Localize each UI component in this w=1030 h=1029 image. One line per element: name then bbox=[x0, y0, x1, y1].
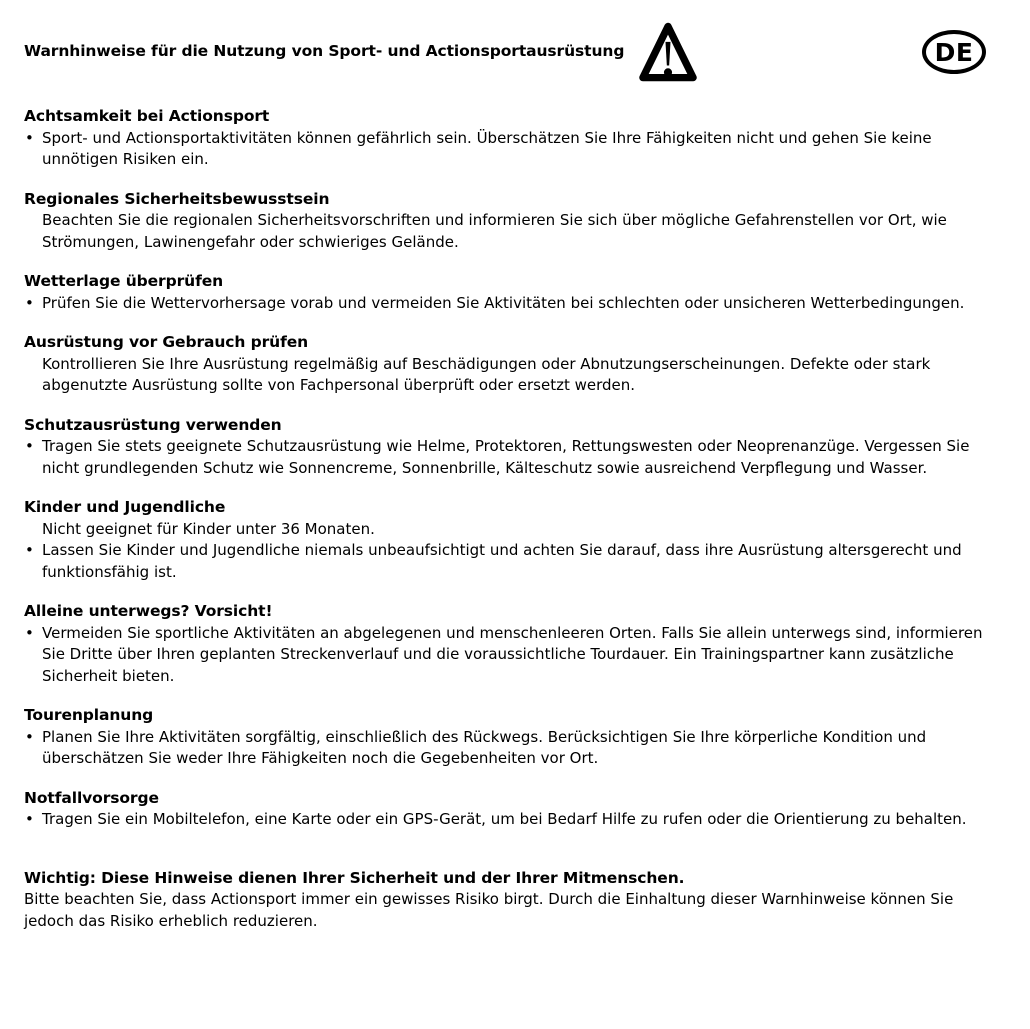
section-items bbox=[24, 809, 1006, 831]
language-badge: DE bbox=[922, 30, 986, 74]
section bbox=[24, 332, 1006, 397]
section bbox=[24, 106, 1006, 171]
section-heading: Schutzausrüstung verwenden bbox=[24, 415, 282, 434]
section-paragraph bbox=[24, 519, 1006, 541]
footer-emphasis: Wichtig: Diese Hinweise dienen Ihrer Sicherheit und der Ihrer Mitmenschen. bbox=[24, 868, 685, 887]
paragraph-text: Planen Sie Ihre Aktivitäten sorgfältig, einschließlich des Rückwegs. Berücksichtigen Sie Ihre körperliche Kondition und überschätzen Sie weder Ihre Fähigkeiten noch die Gegebenheiten vor Ort. bbox=[42, 727, 927, 767]
section-heading: Tourenplanung bbox=[24, 706, 154, 724]
warning-triangle-icon bbox=[639, 21, 697, 84]
header bbox=[24, 20, 1006, 84]
sections bbox=[24, 106, 1006, 831]
section-items bbox=[24, 210, 1006, 253]
section-heading: Ausrüstung vor Gebrauch prüfen bbox=[24, 333, 309, 351]
section-paragraph bbox=[24, 540, 1006, 583]
paragraph-text: Lassen Sie Kinder und Jugendliche niemals unbeaufsichtigt und achten Sie darauf, dass ihre Ausrüstung altersgerecht und funktionsfähig ist. bbox=[42, 541, 962, 581]
section-heading: Kinder und Jugendliche bbox=[24, 498, 226, 516]
bullet-icon: • bbox=[25, 541, 34, 559]
section bbox=[24, 601, 1006, 687]
paragraph-text: Tragen Sie stets geeignete Schutzausrüstung wie Helme, Protektoren, Rettungswesten oder Neoprenanzüge. Vergessen Sie nicht grundlegenden Schutz wie Sonnencreme, Sonnenbrille, Kälteschutz sowie ausreichend Verpflegung und Wasser. bbox=[42, 437, 970, 477]
section bbox=[24, 415, 1006, 480]
section-paragraph bbox=[24, 623, 1006, 688]
paragraph-text: Beachten Sie die regionalen Sicherheitsvorschriften und informieren Sie sich über mögliche Gefahrenstellen vor Ort, wie Strömungen, Lawinengefahr oder schwieriges Gelände. bbox=[42, 211, 947, 251]
paragraph-text: Sport- und Actionsportaktivitäten können gefährlich sein. Überschätzen Sie Ihre Fähigkeiten nicht und gehen Sie keine unnötigen Risiken ein. bbox=[42, 128, 932, 168]
paragraph-text: Prüfen Sie die Wettervorhersage vorab und vermeiden Sie Aktivitäten bei schlechten oder unsicheren Wetterbedingungen. bbox=[42, 293, 965, 312]
paragraph-text: Kontrollieren Sie Ihre Ausrüstung regelmäßig auf Beschädigungen oder Abnutzungserscheinungen. Defekte oder stark abgenutzte Ausrüstung sollte von Fachpersonal überprüft oder ersetzt werden. bbox=[42, 354, 931, 394]
section-heading: Notfallvorsorge bbox=[24, 788, 159, 807]
section-items bbox=[24, 354, 1006, 397]
section-paragraph bbox=[24, 128, 1006, 171]
page-title: Warnhinweise für die Nutzung von Sport- und Actionsportausrüstung bbox=[24, 42, 625, 61]
section-paragraph bbox=[24, 809, 1006, 831]
section-items bbox=[24, 727, 1006, 770]
paragraph-text: Tragen Sie ein Mobiltelefon, eine Karte oder ein GPS-Gerät, um bei Bedarf Hilfe zu rufen oder die Orientierung zu behalten. bbox=[42, 810, 967, 828]
section-heading: Achtsamkeit bei Actionsport bbox=[24, 107, 270, 125]
section bbox=[24, 189, 1006, 254]
section bbox=[24, 788, 1006, 831]
section-heading: Wetterlage überprüfen bbox=[24, 272, 224, 290]
footer bbox=[24, 868, 999, 933]
section-items bbox=[24, 128, 1006, 171]
section-paragraph bbox=[24, 210, 1006, 253]
bullet-icon: • bbox=[25, 727, 34, 746]
bullet-icon: • bbox=[25, 128, 34, 147]
section-items bbox=[24, 293, 1006, 315]
footer-text: Bitte beachten Sie, dass Actionsport immer ein gewisses Risiko birgt. Durch die Einhaltung dieser Warnhinweise können Sie jedoch das Risiko erheblich reduzieren. bbox=[24, 890, 954, 930]
section-items bbox=[24, 519, 1006, 584]
bullet-icon: • bbox=[25, 623, 34, 642]
section-items bbox=[24, 436, 1006, 479]
bullet-icon: • bbox=[25, 810, 34, 828]
section-items bbox=[24, 623, 1006, 688]
section-paragraph bbox=[24, 354, 1006, 397]
section-paragraph bbox=[24, 727, 1006, 770]
paragraph-text: Vermeiden Sie sportliche Aktivitäten an abgelegenen und menschenleeren Orten. Falls Sie allein unterwegs sind, informieren Sie Dritte über Ihren geplanten Streckenverlauf und die voraussichtliche Tourdauer. Ein Trainingspartner kann zusätzliche Sicherheit bieten. bbox=[42, 623, 983, 685]
section bbox=[24, 705, 1006, 770]
section-paragraph bbox=[24, 293, 1006, 315]
bullet-icon: • bbox=[25, 293, 34, 312]
section-paragraph bbox=[24, 436, 1006, 479]
section-heading: Alleine unterwegs? Vorsicht! bbox=[24, 602, 273, 620]
section bbox=[24, 497, 1006, 583]
bullet-icon: • bbox=[25, 437, 34, 455]
section bbox=[24, 271, 1006, 314]
paragraph-text: Nicht geeignet für Kinder unter 36 Monaten. bbox=[42, 519, 375, 538]
section-heading: Regionales Sicherheitsbewusstsein bbox=[24, 189, 330, 208]
